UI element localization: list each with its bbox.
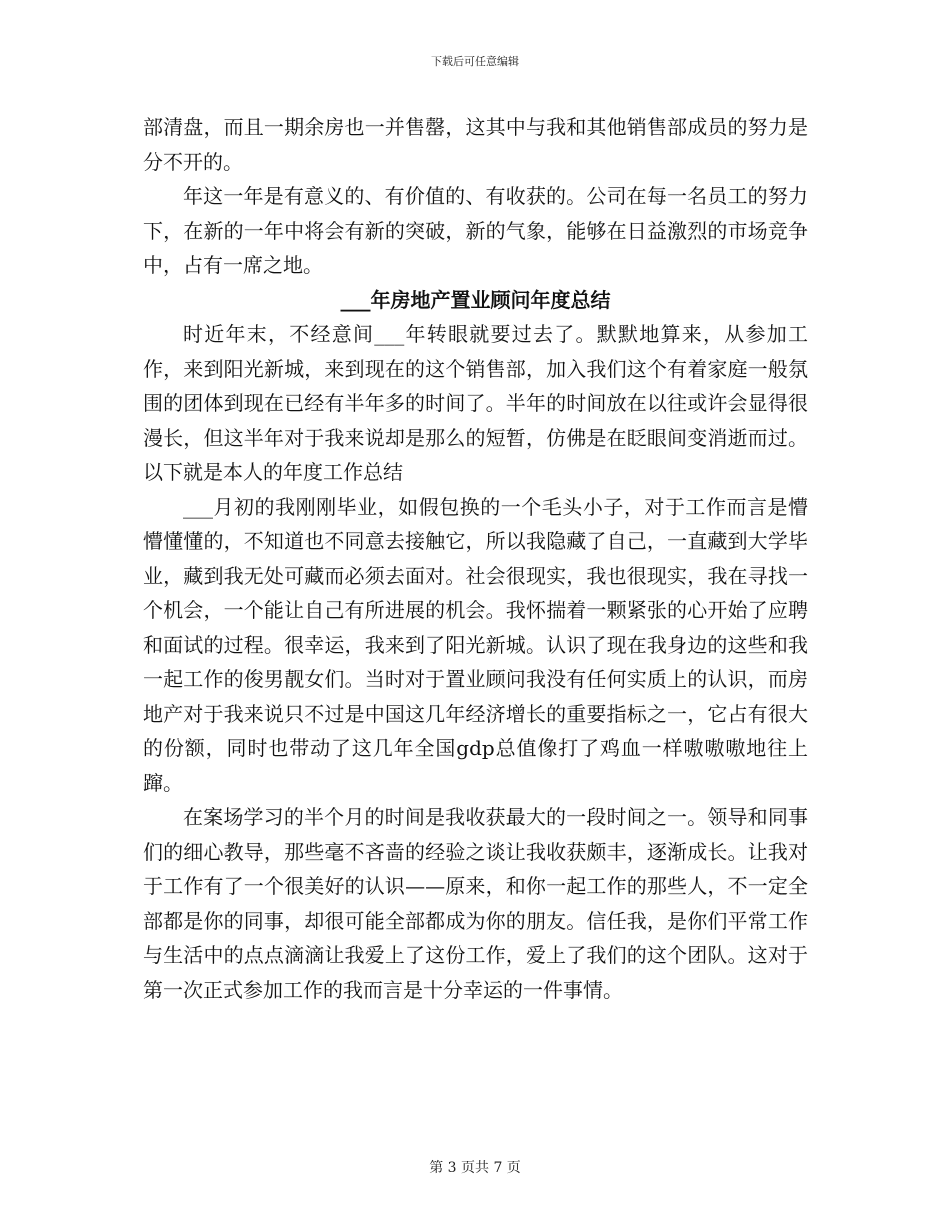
paragraph-year-summary: 年这一年是有意义的、有价值的、有收获的。公司在每一名员工的努力下，在新的一年中将会有新的突破，新的气象，能够在日益激烈的市场竞争中，占有一席之地。 <box>143 184 808 277</box>
page-footer: 第 3 页共 7 页 <box>429 1160 521 1176</box>
body-paragraph-2: ___月初的我刚刚毕业，如假包换的一个毛头小子，对于工作而言是懵懵懂懂的，不知道也不同意去接触它，所以我隐藏了自己，一直藏到大学毕业，藏到我无处可藏而必须去面对。社会很现实，我也很现实，我在寻找一个机会，一个能让自己有所进展的机会。我怀揣着一颗紧张的心开始了应聘和面试的过程。很幸运，我来到了阳光新城。认识了现在我身边的这些和我一起工作的俊男靓女们。当时对于置业顾问我没有任何实质上的认识，而房地产对于我来说只不过是中国这几年经济增长的重要指标之一，它占有很大的份额，同时也带动了这几年全国gdp总值像打了鸡血一样嗷嗷嗷地往上蹿。 <box>143 494 808 795</box>
page-header: 下载后可任意编辑 <box>431 55 519 68</box>
document-body <box>143 110 808 1007</box>
body-paragraph-1: 时近年末，不经意间___年转眼就要过去了。默默地算来，从参加工作，来到阳光新城，来到现在的这个销售部，加入我们这个有着家庭一般氛围的团体到现在已经有半年多的时间了。半年的时间放在以往或许会显得很漫长，但这半年对于我来说却是那么的短暂，仿佛是在眨眼间变消逝而过。以下就是本人的年度工作总结 <box>143 322 808 484</box>
body-paragraph-3: 在案场学习的半个月的时间是我收获最大的一段时间之一。领导和同事们的细心教导，那些毫不吝啬的经验之谈让我收获颇丰，逐渐成长。让我对于工作有了一个很美好的认识——原来，和你一起工作的那些人，不一定全部都是你的同事，却很可能全部都成为你的朋友。信任我，是你们平常工作与生活中的点点滴滴让我爱上了这份工作，爱上了我们的这个团队。这对于第一次正式参加工作的我而言是十分幸运的一件事情。 <box>143 805 808 1002</box>
paragraph-continuation: 部清盘，而且一期余房也一并售罄，这其中与我和其他销售部成员的努力是分不开的。 <box>143 115 808 174</box>
section-title: ___年房地产置业顾问年度总结 <box>340 287 611 312</box>
